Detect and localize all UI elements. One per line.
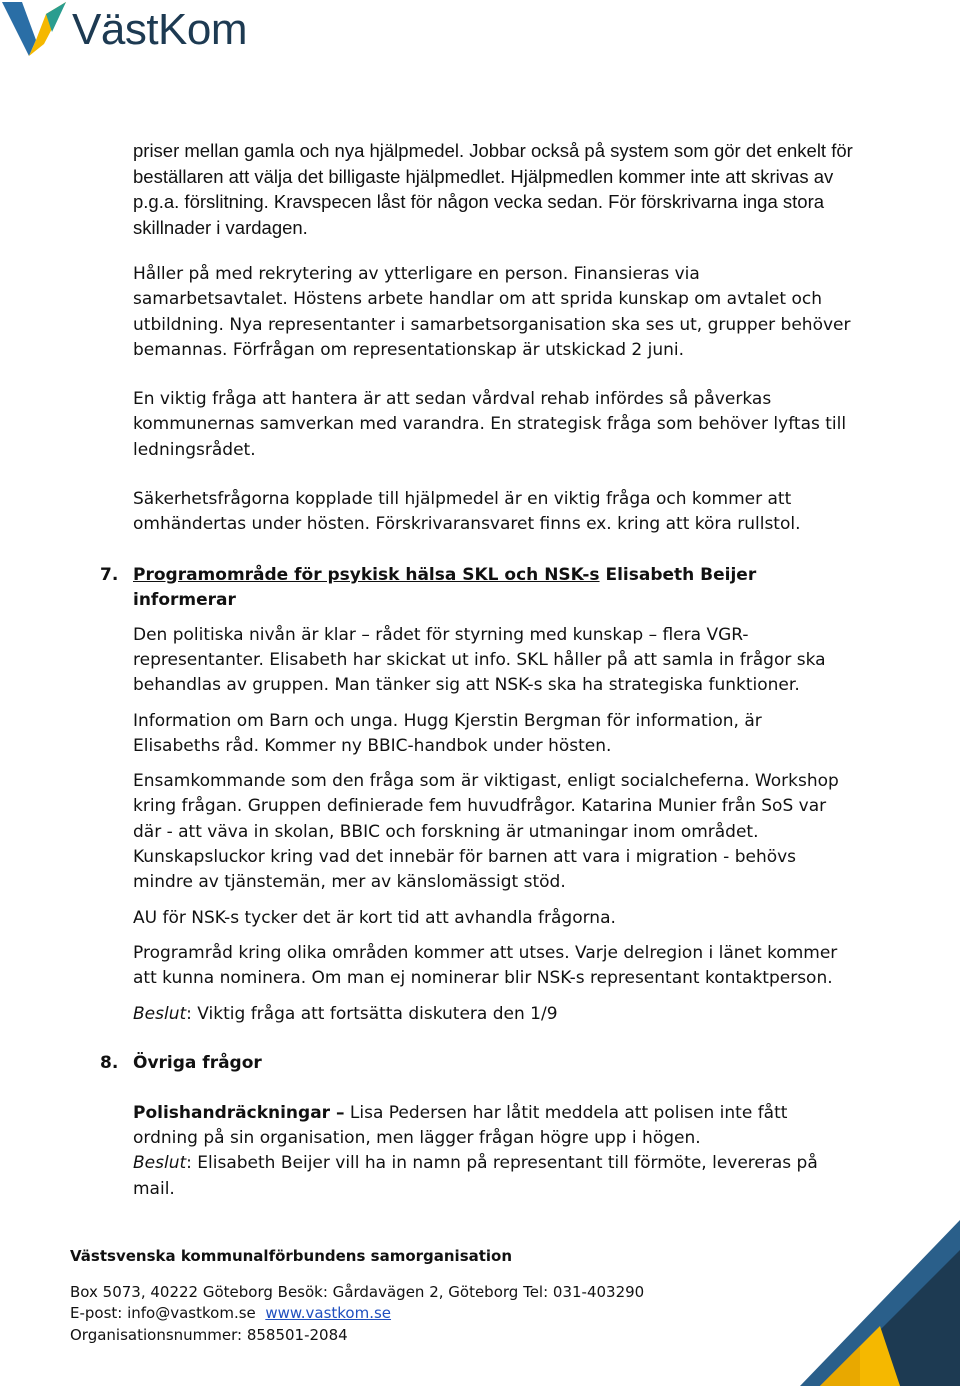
decision-text: : Viktig fråga att fortsätta diskutera den 1/9 — [186, 1003, 558, 1024]
footer — [70, 1246, 670, 1346]
decision-text: : Elisabeth Beijer vill ha in namn på representant till förmöte, levereras på mail. — [133, 1153, 818, 1199]
section-7-title-rest: Elisabeth Beijer informerar — [133, 564, 757, 610]
section-7-paragraph: AU för NSK-s tycker det är kort tid att avhandla frågorna. — [133, 907, 616, 928]
section-8-item — [133, 1101, 853, 1152]
intro-paragraph-3: En viktig fråga att hantera är att sedan vårdval rehab infördes så påverkas kommunernas samverkan med varandra. En strategisk fråga som behöver lyftas till ledningsrådet. — [133, 389, 847, 460]
footer-email: E-post: info@vastkom.se — [70, 1304, 256, 1322]
section-7-decision — [133, 1002, 853, 1027]
decision-label: Beslut — [133, 1003, 187, 1024]
footer-address: Box 5073, 40222 Göteborg Besök: Gårdavägen 2, Göteborg Tel: 031-403290 — [70, 1282, 645, 1301]
section-8-decision — [133, 1151, 853, 1202]
vastkom-logo — [0, 0, 270, 60]
item-text: Lisa Pedersen har låtit meddela att polisen inte fått ordning på sin organisation, men lägger frågan högre upp i högen. — [133, 1102, 788, 1149]
section-7-heading — [100, 563, 853, 613]
section-7-paragraph: Information om Barn och unga. Hugg Kjerstin Bergman för information, är Elisabeths råd. Kommer ny BBIC-handbok under hösten. — [133, 710, 762, 756]
intro-paragraph-1: priser mellan gamla och nya hjälpmedel. Jobbar också på system som gör det enkelt för beställaren att välja det billigaste hjälpmedlet. Hjälpmedlen kommer inte att skrivas av p.g.a. förslitning. Kravspecen låst för någon vecka sedan. För förskrivarna inga stora skillnader i vardagen. — [133, 140, 853, 238]
section-8-title: Övriga frågor — [133, 1052, 262, 1073]
section-8-number: 8. — [100, 1052, 119, 1073]
footer-org-name: Västsvenska kommunalförbundens samorganisation — [70, 1247, 513, 1265]
footer-contact — [70, 1303, 670, 1325]
section-7-number: 7. — [100, 564, 119, 585]
item-title: Polishandräckningar – — [133, 1102, 345, 1123]
section-7-paragraph: Programråd kring olika områden kommer att utses. Varje delregion i länet kommer att kunna nominera. Om man ej nominerar blir NSK-s representant kontaktperson. — [133, 942, 838, 989]
footer-website-link[interactable]: www.vastkom.se — [265, 1304, 392, 1322]
intro-paragraph-2: Håller på med rekrytering av ytterligare en person. Finansieras via samarbetsavtalet. Höstens arbete handlar om att sprida kunskap om avtalet och utbildning. Nya representanter i samarbetsorganisation ska ses ut, grupper behöver bemannas. Förfrågan om representationskap är utskickad 2 juni. — [133, 264, 851, 360]
logo-chevron-icon — [0, 0, 72, 60]
section-7-paragraph: Den politiska nivån är klar – rådet för styrning med kunskap – flera VGR-representanter. Elisabeth har skickat ut info. SKL håller på att samla in frågor ska behandlas av gruppen. Man tänker sig att NSK-s ska ha strategiska funktioner. — [133, 624, 826, 696]
section-8-heading — [100, 1051, 853, 1076]
section-7-paragraph: Ensamkommande som den fråga som är viktigast, enligt socialcheferna. Workshop kring frågan. Gruppen definierade fem huvudfrågor. Katarina Munier från SoS var där - att väva in skolan, BBIC och forskning är utmaningar inom området. Kunskapsluckor kring vad det innebär för barnen att vara i migration - behövs mindre av tjänstemän, mer av känslomässigt stöd. — [133, 771, 839, 893]
intro-paragraph-4: Säkerhetsfrågorna kopplade till hjälpmedel är en viktig fråga och kommer att omhändertas under hösten. Förskrivaransvaret finns ex. kring att köra rullstol. — [133, 489, 801, 535]
decision-label: Beslut — [133, 1153, 187, 1174]
section-7-title-underlined: Programområde för psykisk hälsa SKL och NSK-s — [133, 564, 600, 585]
document-body — [100, 138, 853, 1202]
footer-org-number: Organisationsnummer: 858501-2084 — [70, 1325, 348, 1344]
logo-text: VästKom — [72, 5, 248, 54]
